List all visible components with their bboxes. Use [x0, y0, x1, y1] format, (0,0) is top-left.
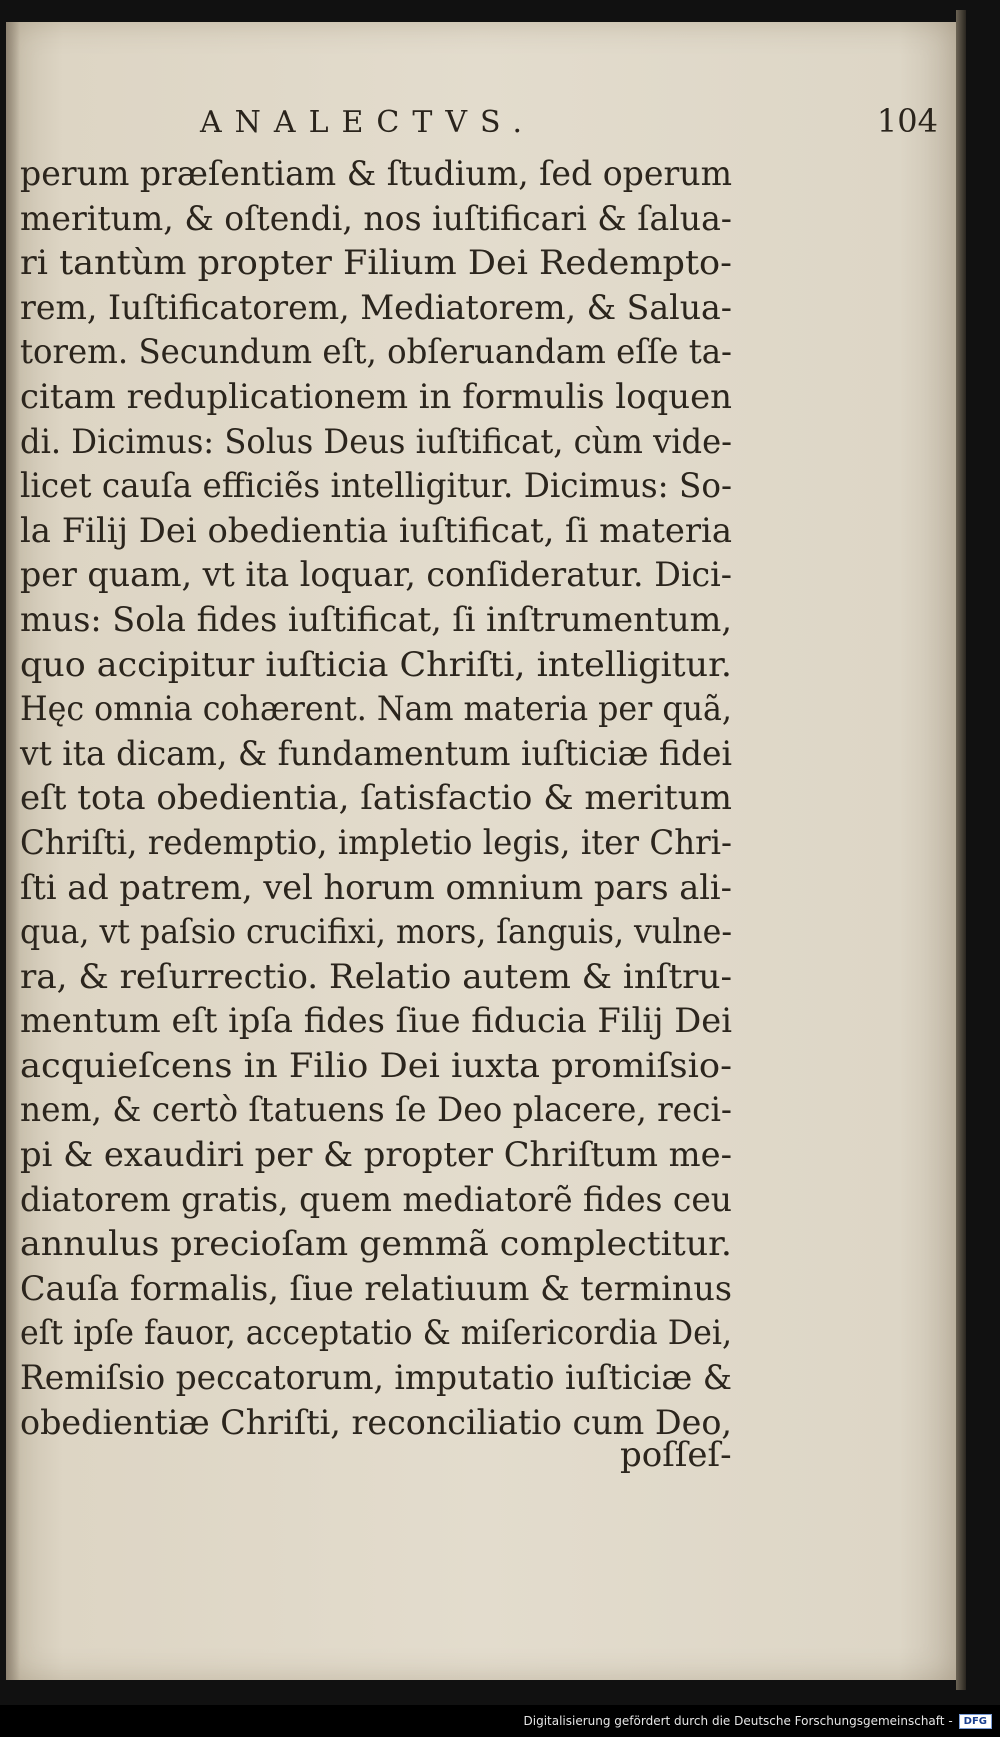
text-line: quo accipitur iuſticia Chriſti, intelligitur.: [20, 644, 732, 685]
text-line: rem, Iuſtificatorem, Mediatorem, & Salua-: [20, 287, 732, 328]
text-line: acquieſcens in Filio Dei iuxta promiſsio-: [20, 1045, 732, 1086]
text-line: Chriſti, redemptio, impletio legis, iter Chri-: [20, 822, 732, 863]
catchword: poſſeſ-: [620, 1435, 732, 1475]
text-line: per quam, vt ita loquar, conſideratur. Dici-: [20, 555, 732, 596]
dfg-logo: DFG: [959, 1714, 992, 1729]
text-line: ra, & reſurrectio. Relatio autem & inſtru-: [20, 956, 732, 997]
page-number: 104: [876, 102, 938, 140]
text-line: ſti ad patrem, vel horum omnium pars ali-: [20, 867, 732, 908]
text-line: nem, & certò ſtatuens ſe Deo placere, reci-: [20, 1090, 732, 1131]
text-line: Hęc omnia cohærent. Nam materia per quã,: [20, 689, 732, 730]
text-line: licet cauſa efficiẽs intelligitur. Dicimus: So-: [20, 466, 732, 507]
text-line: torem. Secundum eſt, obſeruandam eſſe ta-: [20, 332, 732, 373]
text-line: diatorem gratis, quem mediatorẽ fides ceu: [20, 1179, 732, 1220]
text-line: pi & exaudiri per & propter Chriſtum me-: [20, 1135, 732, 1176]
text-line: eſt tota obedientia, ſatisfactio & meritum: [20, 778, 732, 819]
text-line: vt ita dicam, & fundamentum iuſticiæ fidei: [20, 733, 732, 774]
page-gutter-shadow: [6, 22, 20, 1680]
text-line: Remiſsio peccatorum, imputatio iuſticiæ &: [20, 1358, 732, 1399]
running-head: ANALECTVS.: [200, 105, 536, 140]
text-line: eſt ipſe fauor, acceptatio & miſericordia Dei,: [20, 1313, 732, 1354]
text-line: perum præſentiam & ſtudium, ſed operum: [20, 154, 732, 194]
text-line: ri tantùm propter Filium Dei Redempto-: [20, 243, 732, 284]
page-header: [200, 102, 938, 140]
text-line: Cauſa formalis, ſiue relatiuum & terminus: [20, 1268, 732, 1309]
text-line: citam reduplicationem in formulis loquen: [20, 376, 732, 417]
text-line: mus: Sola fides iuſtificat, ſi inſtrumentum,: [20, 599, 732, 640]
text-line: meritum, & oſtendi, nos iuſtificari & ſalua-: [20, 198, 732, 239]
footer-credit: Digitalisierung gefördert durch die Deutsche Forschungsgemeinschaft -: [523, 1714, 953, 1728]
text-line: qua, vt paſsio crucifixi, mors, ſanguis, vulne-: [20, 912, 732, 953]
text-line: la Filij Dei obedientia iuſtificat, ſi materia: [20, 510, 732, 551]
digitization-footer: [0, 1705, 1000, 1737]
text-line: obedientiæ Chriſti, reconciliatio cum Deo,: [20, 1402, 732, 1443]
body-text: [20, 152, 732, 1445]
text-line: di. Dicimus: Solus Deus iuſtificat, cùm vide-: [20, 421, 732, 462]
page-edge: [956, 10, 966, 1690]
text-line: mentum eſt ipſa fides ſiue fiducia Filij Dei: [20, 1001, 732, 1042]
text-line: annulus precioſam gemmã complectitur.: [20, 1224, 733, 1265]
